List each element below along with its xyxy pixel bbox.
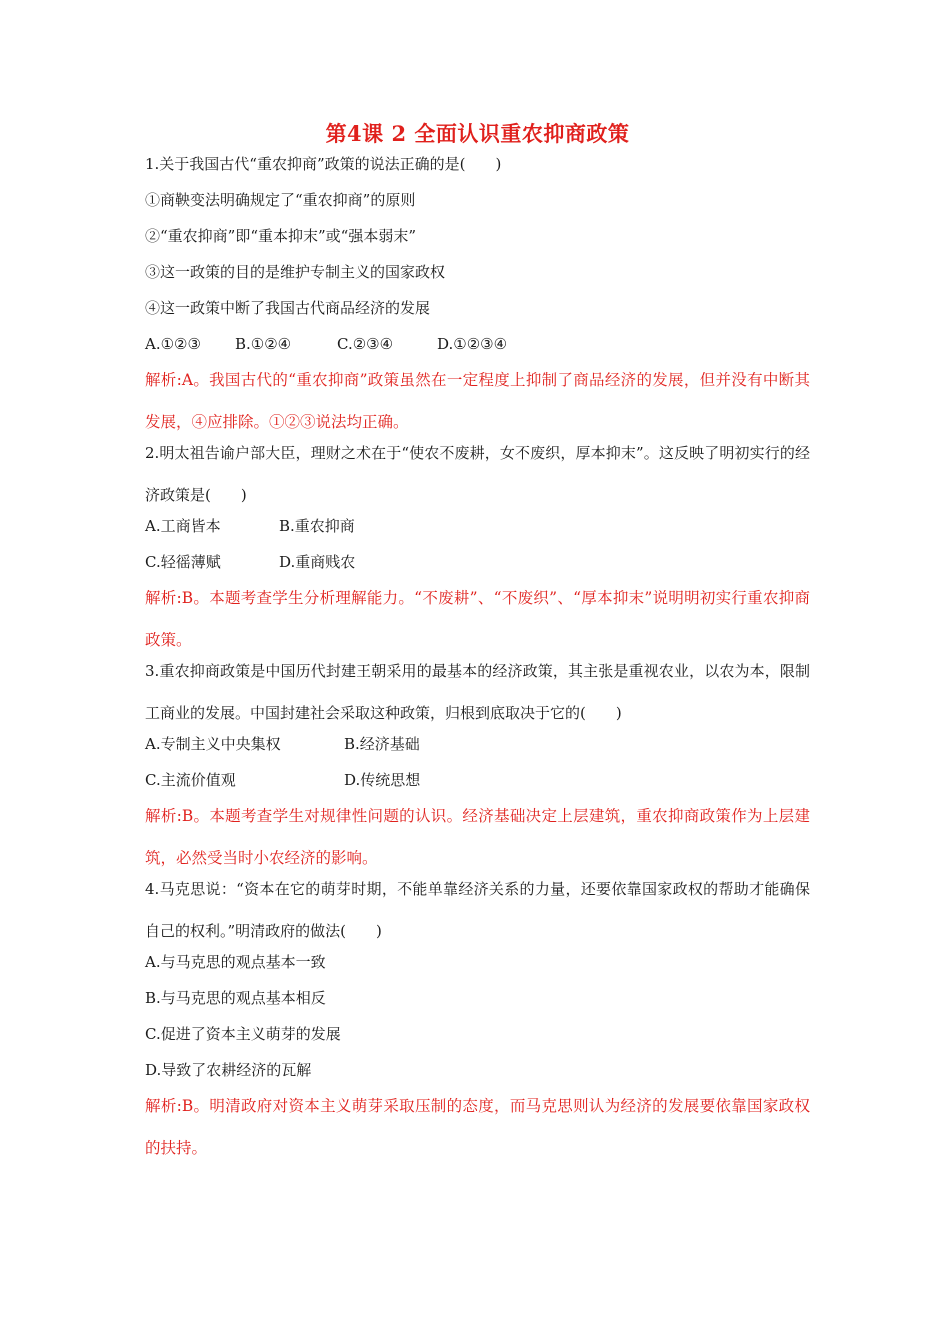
option-c: C.轻徭薄赋 — [145, 553, 221, 571]
option-b: B.与马克思的观点基本相反 — [145, 989, 326, 1007]
option-c: C.主流价值观 — [145, 771, 236, 789]
option-b: B.经济基础 — [344, 735, 420, 753]
option-c: C.促进了资本主义萌芽的发展 — [145, 1025, 341, 1043]
document-page — [145, 118, 810, 1169]
question-3-analysis: 解析:B。本题考查学生对规律性问题的认识。经济基础决定上层建筑，重农抑商政策作为上层建筑，必然受当时小农经济的影响。 — [145, 807, 810, 867]
option-a: A.工商皆本 — [145, 517, 221, 535]
question-1-item: ③这一政策的目的是维护专制主义的国家政权 — [145, 263, 446, 281]
question-2-analysis: 解析:B。本题考查学生分析理解能力。“不废耕”、“不废织”、“厚本抑末”说明明初实行重农抑商政策。 — [145, 589, 810, 649]
option-b: B.重农抑商 — [279, 517, 355, 535]
question-1-item: ②“重农抑商”即“重本抑末”或“强本弱末” — [145, 227, 417, 245]
question-1-analysis: 解析:A。我国古代的“重农抑商”政策虽然在一定程度上抑制了商品经济的发展，但并没有中断其发展，④应排除。①②③说法均正确。 — [145, 371, 810, 431]
question-3-options — [145, 734, 810, 770]
page-title: 第4课 2 全面认识重农抑商政策 — [325, 121, 630, 146]
option-c: C.②③④ — [337, 335, 394, 353]
question-4-analysis: 解析:B。明清政府对资本主义萌芽采取压制的态度，而马克思则认为经济的发展要依靠国家政权的扶持。 — [145, 1097, 810, 1157]
question-3-stem: 3.重农抑商政策是中国历代封建王朝采用的最基本的经济政策，其主张是重视农业，以农为本，限制工商业的发展。中国封建社会采取这种政策，归根到底取决于它的( ) — [145, 662, 810, 722]
option-a: A.①②③ — [145, 335, 201, 353]
question-1-item: ①商鞅变法明确规定了“重农抑商”的原则 — [145, 191, 416, 209]
question-1-item: ④这一政策中断了我国古代商品经济的发展 — [145, 299, 431, 317]
option-d: D.导致了农耕经济的瓦解 — [145, 1061, 312, 1079]
question-2-options — [145, 516, 810, 552]
option-d: D.重商贱农 — [279, 553, 356, 571]
option-d: D.①②③④ — [437, 335, 508, 353]
question-1-stem: 1.关于我国古代“重农抑商”政策的说法正确的是( ) — [145, 155, 502, 173]
option-b: B.①②④ — [235, 335, 292, 353]
option-a: A.与马克思的观点基本一致 — [145, 953, 326, 971]
option-d: D.传统思想 — [344, 771, 421, 789]
question-2-stem: 2.明太祖告谕户部大臣，理财之术在于“使农不废耕，女不废织，厚本抑末”。这反映了明初实行的经济政策是( ) — [145, 444, 810, 504]
option-a: A.专制主义中央集权 — [145, 735, 281, 753]
question-4-stem: 4.马克思说：“资本在它的萌芽时期，不能单靠经济关系的力量，还要依靠国家政权的帮助才能确保自己的权利。”明清政府的做法( ) — [145, 880, 810, 940]
